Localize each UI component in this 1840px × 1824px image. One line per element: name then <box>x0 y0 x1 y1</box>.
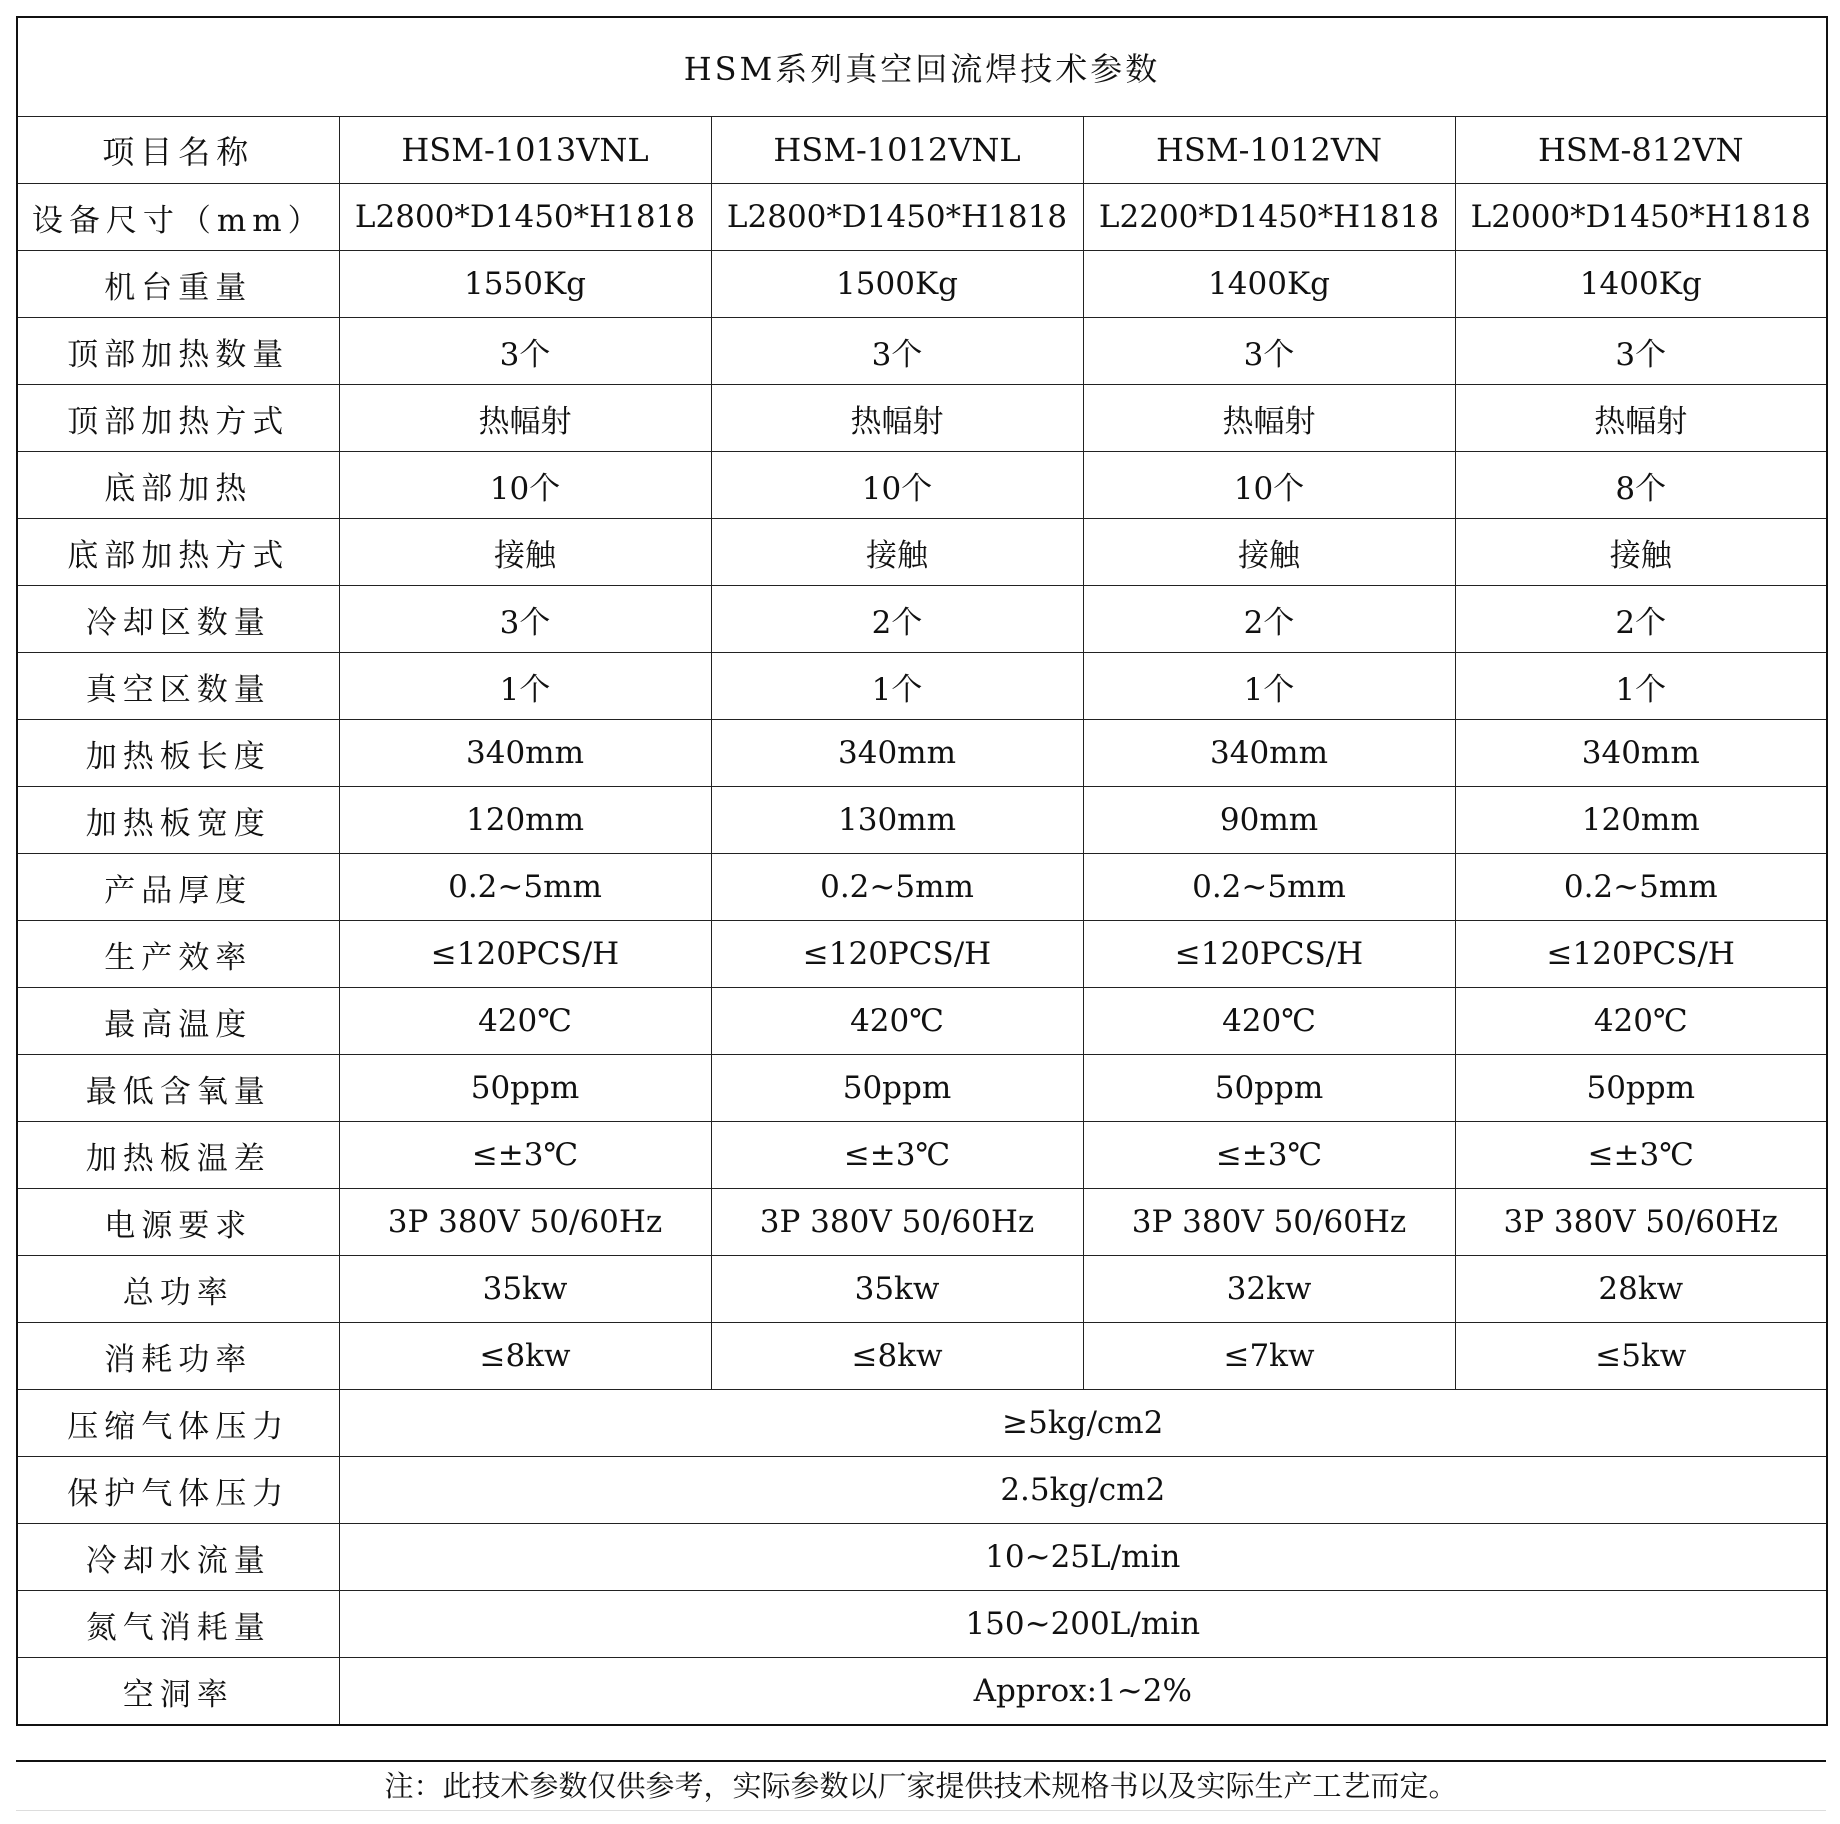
table-cell: 热幅射 <box>1455 385 1827 452</box>
table-cell: 热幅射 <box>1083 385 1455 452</box>
table-cell: 1400Kg <box>1083 251 1455 318</box>
table-cell: 热幅射 <box>339 385 711 452</box>
row-label: 底部加热方式 <box>17 519 339 586</box>
table-cell: 0.2~5mm <box>339 854 711 921</box>
table-cell: 1个 <box>339 653 711 720</box>
table-cell: 接触 <box>1455 519 1827 586</box>
table-row <box>17 1524 1827 1591</box>
table-row <box>17 1189 1827 1256</box>
table-cell: ≤120PCS/H <box>339 921 711 988</box>
table-row <box>17 318 1827 385</box>
row-label: 设备尺寸（mm） <box>17 184 339 251</box>
table-cell: 1个 <box>711 653 1083 720</box>
table-cell: 3P 380V 50/60Hz <box>1083 1189 1455 1256</box>
row-label: 顶部加热数量 <box>17 318 339 385</box>
table-cell: ≤5kw <box>1455 1323 1827 1390</box>
table-cell: 420℃ <box>711 988 1083 1055</box>
table-cell: 1个 <box>1083 653 1455 720</box>
table-cell: ≤±3℃ <box>339 1122 711 1189</box>
table-cell: 50ppm <box>711 1055 1083 1122</box>
row-label: 氮气消耗量 <box>17 1591 339 1658</box>
table-cell: 1500Kg <box>711 251 1083 318</box>
table-row <box>17 1658 1827 1726</box>
table-cell: 28kw <box>1455 1256 1827 1323</box>
table-cell: 32kw <box>1083 1256 1455 1323</box>
table-cell: 接触 <box>339 519 711 586</box>
table-row <box>17 1591 1827 1658</box>
table-cell: 1400Kg <box>1455 251 1827 318</box>
table-cell: ≤±3℃ <box>1083 1122 1455 1189</box>
table-row <box>17 519 1827 586</box>
table-cell: L2800*D1450*H1818 <box>339 184 711 251</box>
table-row <box>17 1390 1827 1457</box>
table-row <box>17 1055 1827 1122</box>
table-cell: 3个 <box>339 318 711 385</box>
row-label: 加热板长度 <box>17 720 339 787</box>
table-cell: ≤±3℃ <box>711 1122 1083 1189</box>
table-row <box>17 251 1827 318</box>
table-cell: 1个 <box>1455 653 1827 720</box>
table-cell: 130mm <box>711 787 1083 854</box>
table-cell: 接触 <box>1083 519 1455 586</box>
table-cell: 3P 380V 50/60Hz <box>339 1189 711 1256</box>
shared-value-cell: Approx:1~2% <box>339 1658 1827 1726</box>
table-cell: 0.2~5mm <box>1455 854 1827 921</box>
model-header: HSM-1012VN <box>1083 117 1455 184</box>
row-label: 空洞率 <box>17 1658 339 1726</box>
table-cell: 90mm <box>1083 787 1455 854</box>
table-cell: 3P 380V 50/60Hz <box>711 1189 1083 1256</box>
table-cell: ≤7kw <box>1083 1323 1455 1390</box>
row-label: 真空区数量 <box>17 653 339 720</box>
table-title: HSM系列真空回流焊技术参数 <box>17 17 1827 117</box>
table-cell: ≤120PCS/H <box>711 921 1083 988</box>
table-cell: 10个 <box>711 452 1083 519</box>
row-label: 加热板宽度 <box>17 787 339 854</box>
table-cell: 340mm <box>339 720 711 787</box>
spec-table <box>16 16 1828 1726</box>
table-cell: 接触 <box>711 519 1083 586</box>
table-cell: 3个 <box>711 318 1083 385</box>
table-cell: 50ppm <box>339 1055 711 1122</box>
row-label: 冷却区数量 <box>17 586 339 653</box>
shared-value-cell: 2.5kg/cm2 <box>339 1457 1827 1524</box>
table-cell: 340mm <box>1455 720 1827 787</box>
spec-sheet <box>16 16 1826 1726</box>
table-cell: ≤120PCS/H <box>1083 921 1455 988</box>
table-cell: ≤120PCS/H <box>1455 921 1827 988</box>
footnote: 注：此技术参数仅供参考，实际参数以厂家提供技术规格书以及实际生产工艺而定。 <box>16 1760 1826 1811</box>
table-cell: ≤8kw <box>711 1323 1083 1390</box>
model-header: HSM-812VN <box>1455 117 1827 184</box>
table-cell: ≤±3℃ <box>1455 1122 1827 1189</box>
row-label: 机台重量 <box>17 251 339 318</box>
row-label: 产品厚度 <box>17 854 339 921</box>
table-row <box>17 385 1827 452</box>
table-row <box>17 1457 1827 1524</box>
table-cell: L2000*D1450*H1818 <box>1455 184 1827 251</box>
shared-value-cell: 10~25L/min <box>339 1524 1827 1591</box>
row-label: 生产效率 <box>17 921 339 988</box>
table-cell: 2个 <box>711 586 1083 653</box>
table-cell: 50ppm <box>1083 1055 1455 1122</box>
table-cell: 3个 <box>1083 318 1455 385</box>
table-cell: 340mm <box>711 720 1083 787</box>
row-label: 最低含氧量 <box>17 1055 339 1122</box>
table-cell: 1550Kg <box>339 251 711 318</box>
table-row <box>17 921 1827 988</box>
row-label: 压缩气体压力 <box>17 1390 339 1457</box>
table-cell: 10个 <box>339 452 711 519</box>
table-row <box>17 720 1827 787</box>
row-label: 底部加热 <box>17 452 339 519</box>
table-row <box>17 1122 1827 1189</box>
table-row <box>17 787 1827 854</box>
table-cell: 3个 <box>1455 318 1827 385</box>
row-label: 保护气体压力 <box>17 1457 339 1524</box>
row-label: 电源要求 <box>17 1189 339 1256</box>
table-row <box>17 184 1827 251</box>
row-label: 总功率 <box>17 1256 339 1323</box>
table-cell: 420℃ <box>1083 988 1455 1055</box>
table-row <box>17 1323 1827 1390</box>
table-cell: 420℃ <box>339 988 711 1055</box>
table-cell: 0.2~5mm <box>711 854 1083 921</box>
model-header: HSM-1013VNL <box>339 117 711 184</box>
shared-value-cell: 150~200L/min <box>339 1591 1827 1658</box>
title-row <box>17 17 1827 117</box>
table-cell: 120mm <box>1455 787 1827 854</box>
model-header: HSM-1012VNL <box>711 117 1083 184</box>
row-label: 冷却水流量 <box>17 1524 339 1591</box>
table-cell: L2800*D1450*H1818 <box>711 184 1083 251</box>
table-cell: 120mm <box>339 787 711 854</box>
shared-value-cell: ≥5kg/cm2 <box>339 1390 1827 1457</box>
table-cell: 50ppm <box>1455 1055 1827 1122</box>
table-row <box>17 854 1827 921</box>
table-cell: 35kw <box>339 1256 711 1323</box>
row-label: 顶部加热方式 <box>17 385 339 452</box>
table-cell: 2个 <box>1083 586 1455 653</box>
table-row <box>17 586 1827 653</box>
table-cell: 35kw <box>711 1256 1083 1323</box>
table-cell: 0.2~5mm <box>1083 854 1455 921</box>
row-label: 消耗功率 <box>17 1323 339 1390</box>
table-cell: 340mm <box>1083 720 1455 787</box>
row-label: 最高温度 <box>17 988 339 1055</box>
table-cell: 2个 <box>1455 586 1827 653</box>
table-cell: 420℃ <box>1455 988 1827 1055</box>
table-cell: L2200*D1450*H1818 <box>1083 184 1455 251</box>
table-row <box>17 653 1827 720</box>
table-cell: 热幅射 <box>711 385 1083 452</box>
row-label: 加热板温差 <box>17 1122 339 1189</box>
table-cell: ≤8kw <box>339 1323 711 1390</box>
table-row <box>17 1256 1827 1323</box>
table-cell: 3个 <box>339 586 711 653</box>
table-row <box>17 988 1827 1055</box>
table-cell: 3P 380V 50/60Hz <box>1455 1189 1827 1256</box>
table-cell: 10个 <box>1083 452 1455 519</box>
table-row <box>17 452 1827 519</box>
header-label: 项目名称 <box>17 117 339 184</box>
table-cell: 8个 <box>1455 452 1827 519</box>
header-row <box>17 117 1827 184</box>
